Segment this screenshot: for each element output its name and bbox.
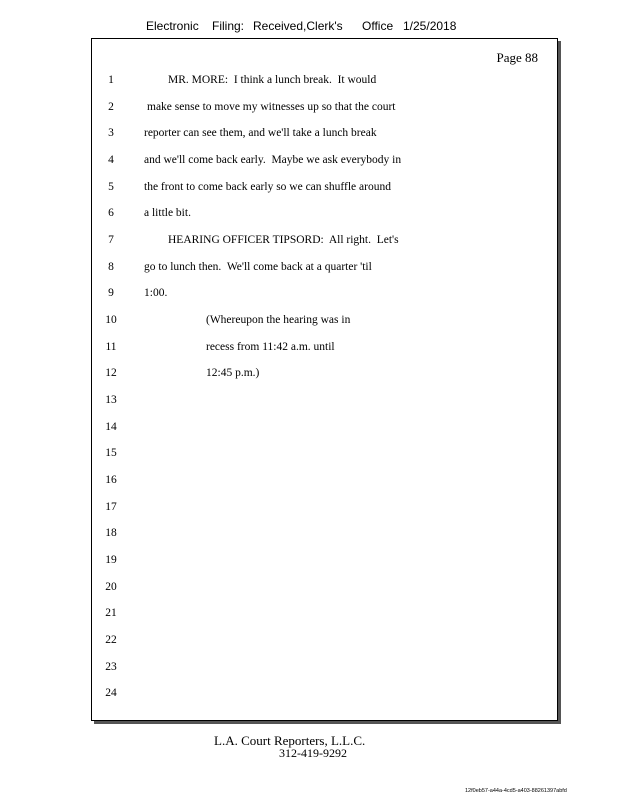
line-number: 15 <box>105 447 117 459</box>
line-number: 12 <box>105 367 117 379</box>
line-number: 10 <box>105 314 117 326</box>
line-number: 16 <box>105 474 117 486</box>
line-number: 1 <box>108 74 114 86</box>
line-number: 14 <box>105 421 117 433</box>
transcript-line: recess from 11:42 a.m. until <box>206 341 335 353</box>
line-number: 5 <box>108 181 114 193</box>
filing-stamp-date: 1/25/2018 <box>403 19 457 33</box>
transcript-line: make sense to move my witnesses up so that the court <box>147 101 396 113</box>
filing-stamp-office: Office <box>362 19 394 33</box>
line-number: 11 <box>105 341 117 353</box>
line-number: 20 <box>105 581 117 593</box>
transcript-line: a little bit. <box>144 207 191 219</box>
line-number: 9 <box>108 287 114 299</box>
line-number: 4 <box>108 154 114 166</box>
transcript-page <box>91 38 558 721</box>
line-number: 7 <box>108 234 114 246</box>
line-number: 21 <box>105 607 117 619</box>
line-number: 23 <box>105 661 117 673</box>
transcript-line: (Whereupon the hearing was in <box>206 314 351 326</box>
transcript-line: 12:45 p.m.) <box>206 367 260 379</box>
transcript-line: go to lunch then. We'll come back at a quarter 'til <box>144 261 372 273</box>
court-reporter-phone: 312-419-9292 <box>279 746 347 760</box>
transcript-line: the front to come back early so we can shuffle around <box>144 181 391 193</box>
line-number: 2 <box>108 101 114 113</box>
transcript-line: reporter can see them, and we'll take a lunch break <box>144 127 377 139</box>
transcript-line: 1:00. <box>144 287 168 299</box>
document-id: 12f0eb57-a44a-4cd5-a403-88261397abfd <box>465 788 567 794</box>
transcript-line: MR. MORE: I think a lunch break. It would <box>168 74 377 86</box>
line-number: 8 <box>108 261 114 273</box>
line-number: 24 <box>105 687 117 699</box>
filing-stamp-received: Received,Clerk's <box>253 19 343 33</box>
court-reporter-name: L.A. Court Reporters, L.L.C. <box>214 733 366 748</box>
line-number: 17 <box>105 501 117 513</box>
transcript-line: and we'll come back early. Maybe we ask everybody in <box>144 154 402 166</box>
line-number: 3 <box>108 127 114 139</box>
line-number: 22 <box>105 634 117 646</box>
line-number: 6 <box>108 207 114 219</box>
page-number: Page 88 <box>496 50 538 65</box>
line-number: 19 <box>105 554 117 566</box>
transcript-line: HEARING OFFICER TIPSORD: All right. Let's <box>168 234 399 246</box>
filing-stamp-filing: Filing: <box>212 19 245 33</box>
filing-stamp-electronic: Electronic <box>146 19 199 33</box>
line-number: 13 <box>105 394 117 406</box>
line-number: 18 <box>105 527 117 539</box>
